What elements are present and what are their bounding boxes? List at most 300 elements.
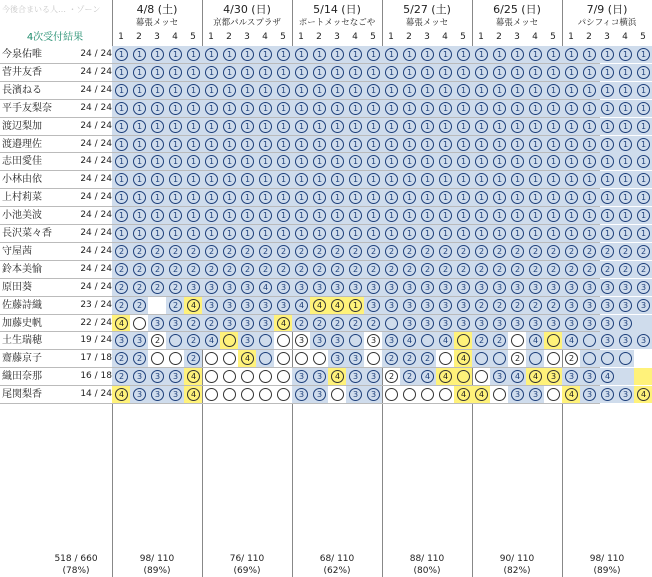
slot-cell	[220, 189, 238, 206]
slot-mark: 1	[637, 48, 650, 61]
slot-number: 4	[172, 32, 178, 42]
slot-cell	[346, 386, 364, 403]
slot-cell	[220, 118, 238, 135]
slot-mark: 1	[349, 173, 362, 186]
slot-mark: 2	[223, 245, 236, 258]
slot-mark: 3	[331, 352, 344, 365]
slot-cell	[346, 225, 364, 242]
slot-mark: 3	[475, 317, 488, 330]
slot-cell	[616, 332, 634, 349]
slot-mark: 2	[169, 281, 182, 294]
slot-cell	[562, 279, 580, 296]
slot-cell	[274, 225, 292, 242]
slot-mark	[295, 352, 308, 365]
slot-cell	[382, 368, 400, 385]
slot-cell	[220, 243, 238, 260]
slot-cell	[364, 207, 382, 224]
slot-mark: 1	[565, 155, 578, 168]
event-percent: (82%)	[503, 566, 531, 576]
slot-number: 4	[532, 32, 538, 42]
slot-cell	[472, 46, 490, 63]
slot-cell	[436, 100, 454, 117]
slot-number: 2	[496, 32, 502, 42]
slot-mark: 1	[151, 191, 164, 204]
slot-mark: 3	[439, 281, 452, 294]
member-count: 24 / 24	[80, 263, 112, 274]
slot-cell	[508, 279, 526, 296]
slot-mark: 1	[151, 209, 164, 222]
slot-cell	[346, 171, 364, 188]
slot-mark: 1	[439, 138, 452, 151]
slot-cell	[346, 46, 364, 63]
slot-cell	[544, 118, 562, 135]
slot-mark: 1	[457, 66, 470, 79]
slot-mark: 1	[619, 191, 632, 204]
slot-mark: 1	[493, 138, 506, 151]
slot-mark: 1	[583, 173, 596, 186]
member-name: 加藤史帆	[2, 317, 42, 329]
slot-mark: 2	[529, 299, 542, 312]
slot-cell	[274, 64, 292, 81]
slot-cell	[274, 189, 292, 206]
slot-mark: 3	[241, 317, 254, 330]
slot-cell	[292, 136, 310, 153]
slot-cell	[274, 332, 292, 349]
slot-cell	[256, 297, 274, 314]
slot-cell	[634, 243, 652, 260]
slot-mark: 1	[529, 84, 542, 97]
slot-cell	[526, 46, 544, 63]
slot-cell	[310, 350, 328, 367]
slot-cell	[634, 279, 652, 296]
slot-cell	[310, 315, 328, 332]
slot-mark: 2	[295, 263, 308, 276]
slot-cell	[292, 261, 310, 278]
slot-cell	[382, 118, 400, 135]
slot-mark: 4	[331, 299, 344, 312]
slot-cell	[328, 207, 346, 224]
slot-cell	[256, 207, 274, 224]
slot-cell	[526, 171, 544, 188]
slot-cell	[562, 332, 580, 349]
slot-mark: 3	[349, 370, 362, 383]
slot-mark: 2	[403, 370, 416, 383]
slot-cell	[346, 315, 364, 332]
slot-cell	[418, 100, 436, 117]
slot-mark: 1	[169, 227, 182, 240]
slot-mark: 1	[151, 66, 164, 79]
slot-cell	[508, 207, 526, 224]
slot-mark	[493, 388, 506, 401]
slot-mark: 1	[475, 155, 488, 168]
slot-mark: 1	[385, 48, 398, 61]
slot-cell	[130, 225, 148, 242]
slot-cell	[166, 297, 184, 314]
slot-mark: 2	[511, 299, 524, 312]
slot-mark: 2	[151, 281, 164, 294]
slot-cell	[130, 153, 148, 170]
slot-mark: 1	[385, 120, 398, 133]
slot-mark: 3	[493, 317, 506, 330]
slot-mark	[403, 388, 416, 401]
slot-mark	[223, 388, 236, 401]
slot-cell	[454, 46, 472, 63]
slot-cell	[112, 100, 130, 117]
slot-mark: 1	[403, 138, 416, 151]
slot-mark: 1	[637, 191, 650, 204]
slot-cell	[220, 261, 238, 278]
slot-mark: 1	[547, 48, 560, 61]
slot-mark: 1	[169, 155, 182, 168]
slot-cell	[130, 386, 148, 403]
slot-cell	[292, 189, 310, 206]
member-name: 菅井友香	[2, 66, 42, 78]
slot-mark: 1	[547, 155, 560, 168]
slot-cell	[436, 225, 454, 242]
member-count: 24 / 24	[80, 49, 112, 59]
slot-mark	[169, 334, 182, 347]
slot-mark: 2	[457, 245, 470, 258]
slot-mark: 1	[403, 120, 416, 133]
slot-mark: 2	[241, 245, 254, 258]
slot-mark: 3	[511, 388, 524, 401]
slot-cell	[508, 315, 526, 332]
slot-mark: 3	[457, 317, 470, 330]
slot-cell	[580, 82, 598, 99]
slot-mark: 1	[385, 173, 398, 186]
slot-cell	[508, 118, 526, 135]
slot-cell	[562, 82, 580, 99]
slot-cell	[130, 189, 148, 206]
slot-mark: 3	[565, 317, 578, 330]
slot-mark	[367, 352, 380, 365]
slot-mark: 2	[493, 299, 506, 312]
slot-number: 2	[226, 32, 232, 42]
slot-mark: 1	[619, 155, 632, 168]
slot-cell	[382, 82, 400, 99]
slot-cell	[328, 386, 346, 403]
slot-cell	[508, 153, 526, 170]
slot-cell	[184, 243, 202, 260]
slot-mark: 1	[349, 227, 362, 240]
slot-cell	[634, 386, 652, 403]
slot-mark: 1	[529, 120, 542, 133]
slot-cell	[526, 315, 544, 332]
slot-cell	[490, 100, 508, 117]
slot-cell	[346, 279, 364, 296]
event-date: 5/14 (日)	[313, 3, 361, 16]
slot-mark: 1	[421, 209, 434, 222]
slot-cell	[220, 225, 238, 242]
slot-cell	[562, 64, 580, 81]
slot-cell	[184, 225, 202, 242]
result-label: 4次受付結果	[26, 32, 84, 43]
slot-mark: 1	[529, 173, 542, 186]
slot-cell	[544, 171, 562, 188]
slot-cell	[436, 136, 454, 153]
slot-cell	[382, 46, 400, 63]
slot-mark: 1	[511, 209, 524, 222]
event-percent: (69%)	[233, 566, 261, 576]
slot-cell	[166, 100, 184, 117]
slot-mark: 1	[133, 48, 146, 61]
slot-cell	[184, 189, 202, 206]
slot-mark: 1	[475, 66, 488, 79]
slot-cell	[544, 332, 562, 349]
slot-mark: 1	[493, 66, 506, 79]
slot-mark: 1	[115, 209, 128, 222]
slot-mark: 1	[637, 120, 650, 133]
slot-cell	[256, 171, 274, 188]
member-count: 24 / 24	[80, 281, 112, 292]
slot-mark: 2	[421, 263, 434, 276]
slot-mark: 1	[475, 120, 488, 133]
slot-cell	[202, 386, 220, 403]
slot-cell	[580, 207, 598, 224]
slot-cell	[112, 118, 130, 135]
slot-cell	[202, 153, 220, 170]
slot-cell	[508, 332, 526, 349]
slot-mark: 1	[439, 155, 452, 168]
slot-cell	[202, 171, 220, 188]
slot-mark: 1	[637, 138, 650, 151]
slot-mark: 1	[583, 48, 596, 61]
slot-mark: 3	[367, 281, 380, 294]
slot-mark: 1	[151, 155, 164, 168]
slot-cell	[346, 350, 364, 367]
slot-mark: 3	[583, 370, 596, 383]
slot-cell	[562, 350, 580, 367]
slot-mark: 2	[241, 263, 254, 276]
slot-cell	[616, 279, 634, 296]
slot-cell	[328, 332, 346, 349]
slot-mark: 1	[583, 191, 596, 204]
member-count: 16 / 18	[80, 371, 112, 382]
slot-mark: 2	[619, 245, 632, 258]
slot-number: 1	[388, 32, 394, 42]
slot-mark: 3	[565, 299, 578, 312]
member-name: 渡邉理佐	[2, 138, 42, 150]
slot-mark	[511, 334, 524, 347]
slot-mark: 3	[403, 281, 416, 294]
row-divider	[0, 403, 600, 404]
slot-cell	[598, 136, 616, 153]
slot-cell	[544, 315, 562, 332]
slot-cell	[634, 350, 652, 367]
slot-cell	[580, 153, 598, 170]
slot-cell	[382, 171, 400, 188]
slot-mark: 2	[115, 263, 128, 276]
slot-cell	[112, 171, 130, 188]
slot-mark: 1	[331, 173, 344, 186]
slot-cell	[220, 82, 238, 99]
slot-cell	[256, 261, 274, 278]
slot-mark: 1	[295, 48, 308, 61]
slot-mark: 1	[421, 227, 434, 240]
slot-cell	[148, 207, 166, 224]
slot-number: 1	[298, 32, 304, 42]
slot-mark: 1	[349, 138, 362, 151]
slot-cell	[598, 243, 616, 260]
slot-cell	[202, 225, 220, 242]
slot-mark: 1	[367, 84, 380, 97]
slot-mark: 1	[169, 173, 182, 186]
slot-cell	[418, 46, 436, 63]
slot-cell	[364, 118, 382, 135]
slot-cell	[130, 315, 148, 332]
slot-mark: 3	[367, 388, 380, 401]
slot-cell	[490, 207, 508, 224]
slot-cell	[526, 189, 544, 206]
slot-cell	[562, 100, 580, 117]
slot-mark: 1	[403, 84, 416, 97]
slot-mark: 1	[349, 84, 362, 97]
slot-cell	[292, 82, 310, 99]
slot-mark: 2	[619, 263, 632, 276]
slot-cell	[634, 368, 652, 385]
slot-mark: 1	[493, 48, 506, 61]
slot-mark: 1	[349, 120, 362, 133]
slot-mark: 3	[601, 299, 614, 312]
slot-cell	[544, 368, 562, 385]
slot-mark: 3	[187, 281, 200, 294]
slot-mark: 3	[529, 281, 542, 294]
slot-cell	[472, 207, 490, 224]
slot-cell	[598, 350, 616, 367]
slot-cell	[544, 64, 562, 81]
slot-mark: 1	[367, 138, 380, 151]
slot-mark: 2	[583, 245, 596, 258]
slot-number: 4	[442, 32, 448, 42]
slot-mark: 1	[223, 66, 236, 79]
slot-cell	[274, 118, 292, 135]
slot-mark: 3	[313, 334, 326, 347]
slot-mark: 1	[385, 84, 398, 97]
slot-mark: 1	[277, 102, 290, 115]
slot-cell	[382, 64, 400, 81]
slot-mark: 1	[439, 48, 452, 61]
slot-mark: 1	[187, 173, 200, 186]
slot-cell	[400, 243, 418, 260]
slot-mark: 1	[259, 102, 272, 115]
slot-mark: 1	[403, 209, 416, 222]
member-name: 長沢菜々香	[2, 228, 52, 239]
slot-cell	[274, 315, 292, 332]
slot-cell	[580, 100, 598, 117]
slot-cell	[292, 225, 310, 242]
slot-mark: 3	[205, 299, 218, 312]
slot-mark: 1	[385, 209, 398, 222]
slot-mark: 4	[421, 370, 434, 383]
slot-mark: 3	[547, 317, 560, 330]
slot-cell	[148, 225, 166, 242]
slot-mark: 3	[223, 299, 236, 312]
slot-cell	[346, 297, 364, 314]
slot-mark: 1	[619, 120, 632, 133]
slot-cell	[616, 368, 634, 385]
slot-mark: 1	[259, 209, 272, 222]
slot-mark: 2	[187, 263, 200, 276]
slot-cell	[238, 225, 256, 242]
slot-mark: 1	[511, 155, 524, 168]
event-date: 7/9 (日)	[586, 3, 628, 16]
slot-mark: 1	[601, 102, 614, 115]
slot-mark: 1	[223, 209, 236, 222]
slot-cell	[328, 189, 346, 206]
slot-mark: 1	[475, 227, 488, 240]
slot-cell	[508, 368, 526, 385]
slot-mark: 1	[151, 48, 164, 61]
slot-mark: 1	[367, 66, 380, 79]
slot-mark: 2	[115, 245, 128, 258]
member-name: 佐藤詩織	[2, 299, 42, 311]
slot-cell	[220, 100, 238, 117]
slot-mark: 1	[511, 191, 524, 204]
slot-number: 2	[316, 32, 322, 42]
slot-mark: 1	[205, 191, 218, 204]
slot-mark: 1	[241, 191, 254, 204]
slot-cell	[490, 279, 508, 296]
member-count: 24 / 24	[80, 84, 112, 95]
slot-cell	[364, 332, 382, 349]
slot-cell	[472, 368, 490, 385]
slot-mark: 2	[115, 299, 128, 312]
slot-cell	[256, 243, 274, 260]
slot-cell	[634, 189, 652, 206]
slot-mark: 1	[475, 191, 488, 204]
slot-mark: 2	[637, 263, 650, 276]
slot-mark	[547, 352, 560, 365]
slot-cell	[148, 46, 166, 63]
event-total: 90/ 110	[499, 554, 535, 564]
slot-mark: 1	[475, 48, 488, 61]
slot-mark	[223, 352, 236, 365]
slot-cell	[328, 118, 346, 135]
slot-cell	[184, 350, 202, 367]
slot-cell	[220, 153, 238, 170]
slot-mark: 1	[367, 120, 380, 133]
slot-cell	[526, 118, 544, 135]
slot-mark: 1	[637, 227, 650, 240]
slot-mark: 1	[133, 120, 146, 133]
slot-cell	[634, 332, 652, 349]
slot-mark: 1	[583, 102, 596, 115]
slot-cell	[346, 207, 364, 224]
slot-cell	[184, 386, 202, 403]
slot-cell	[508, 82, 526, 99]
slot-mark: 1	[439, 173, 452, 186]
slot-mark: 1	[277, 138, 290, 151]
slot-cell	[544, 297, 562, 314]
slot-mark: 1	[619, 66, 632, 79]
slot-mark	[277, 352, 290, 365]
slot-cell	[202, 243, 220, 260]
slot-mark: 2	[133, 299, 146, 312]
slot-mark: 1	[583, 138, 596, 151]
event-date: 4/8 (土)	[136, 3, 178, 16]
slot-mark: 2	[475, 245, 488, 258]
slot-cell	[274, 297, 292, 314]
slot-mark: 1	[295, 191, 308, 204]
slot-mark: 1	[241, 209, 254, 222]
slot-mark: 2	[205, 317, 218, 330]
slot-cell	[400, 225, 418, 242]
slot-cell	[544, 189, 562, 206]
slot-cell	[400, 297, 418, 314]
slot-mark: 1	[331, 66, 344, 79]
slot-cell	[112, 189, 130, 206]
slot-mark: 3	[637, 299, 650, 312]
